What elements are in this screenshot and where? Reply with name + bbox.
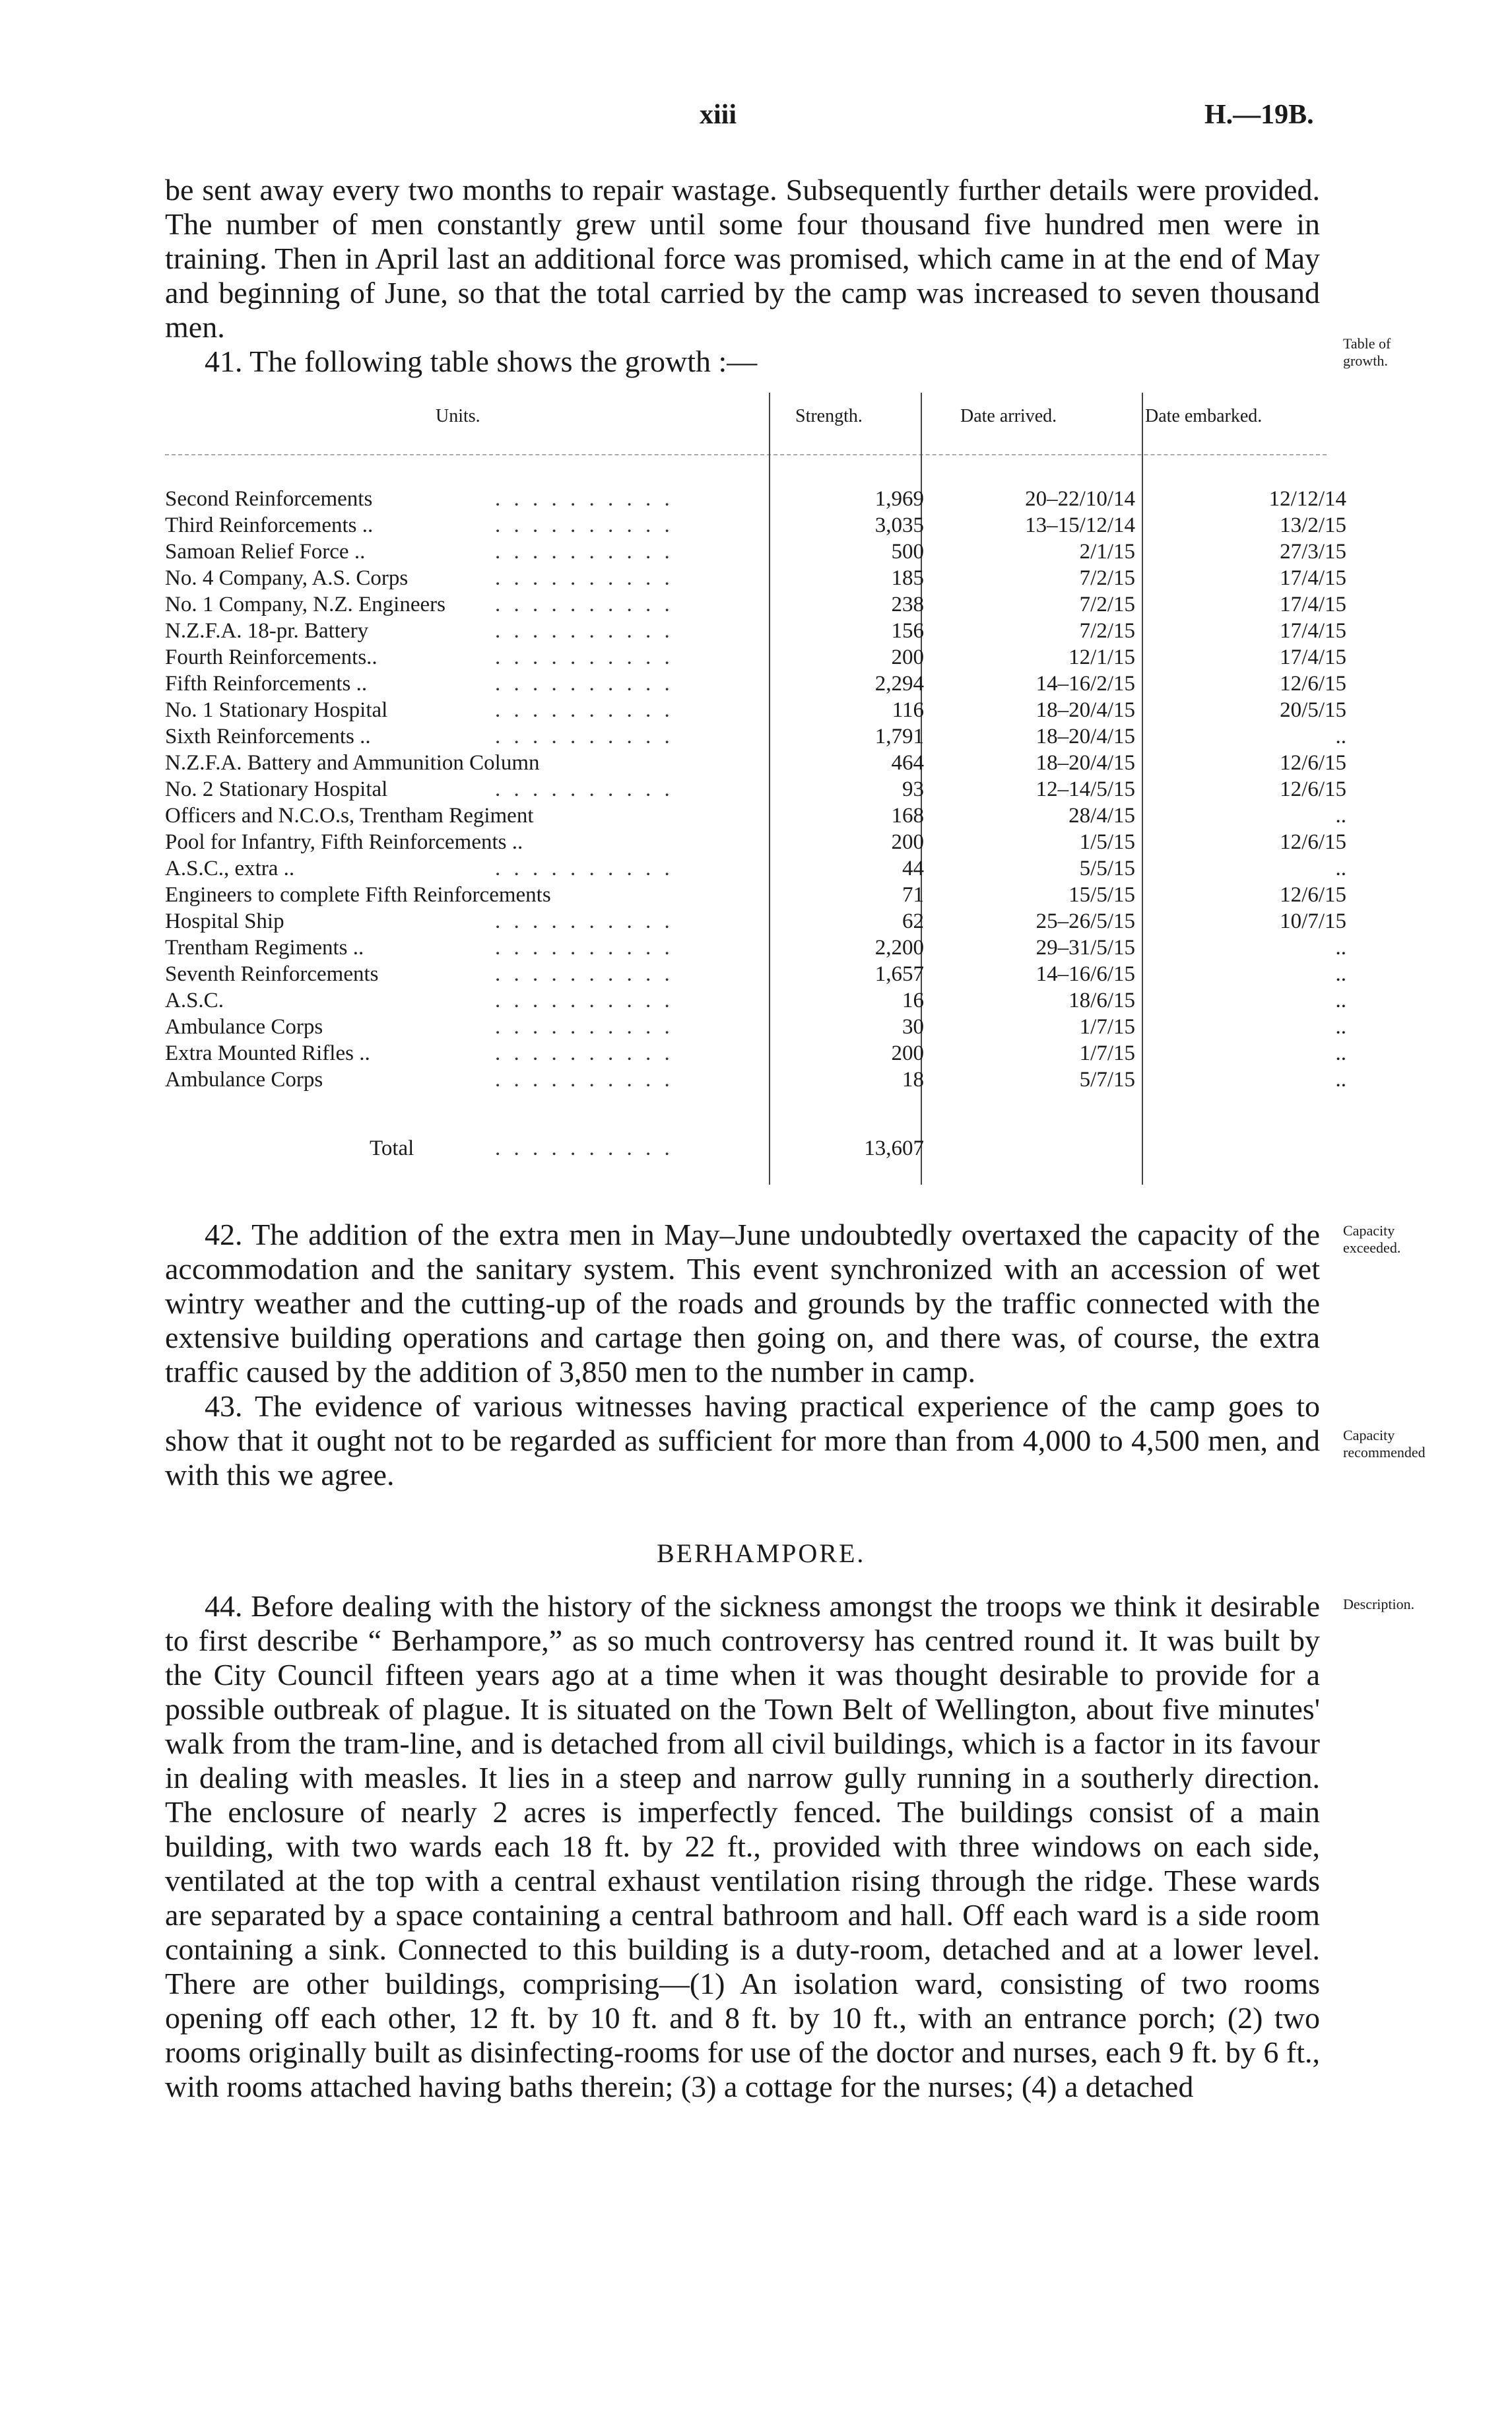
cell-unit: Ambulance Corps [165,1068,323,1092]
cell-leader: . . . . . . . . . . [495,725,674,748]
table-row [165,1041,1346,1068]
cell-unit: A.S.C., extra .. [165,857,295,880]
table-header-strength: Strength. [795,406,863,426]
cell-arrived: 15/5/15 [1068,883,1135,907]
cell-embarked: .. [1335,1015,1346,1039]
table-header-rule [165,454,1327,455]
cell-strength: 93 [902,777,924,801]
table-row [165,672,1346,698]
cell-unit: Sixth Reinforcements .. [165,725,371,748]
cell-embarked: .. [1335,725,1346,748]
cell-unit: Ambulance Corps [165,1015,323,1039]
margin-note-description: Description. [1343,1596,1415,1612]
margin-note-capacity-recommended: Capacity recommended [1343,1427,1426,1461]
table-row [165,962,1346,989]
cell-leader: . . . . . . . . . . [495,1041,674,1065]
paragraph-44-block [165,1589,1320,2104]
cell-strength: 156 [891,619,924,643]
cell-unit: Hospital Ship [165,909,284,933]
cell-leader: . . . . . . . . . . [495,672,674,696]
cell-leader: . . . . . . . . . . [495,619,674,643]
cell-arrived: 7/2/15 [1079,619,1135,643]
cell-unit: No. 1 Stationary Hospital [165,698,388,722]
cell-embarked: 13/2/15 [1280,513,1346,537]
cell-unit: Pool for Infantry, Fifth Reinforcements .. [165,830,523,854]
cell-arrived: 18–20/4/15 [1035,725,1135,748]
table-row [165,883,1346,909]
cell-strength: 168 [891,804,924,828]
cell-unit: Fourth Reinforcements.. [165,645,378,669]
cell-unit: Seventh Reinforcements [165,962,379,986]
table-row [165,830,1346,857]
cell-unit: Third Reinforcements .. [165,513,374,537]
cell-strength: 30 [902,1015,924,1039]
cell-strength: 1,969 [874,487,924,511]
table-row [165,804,1346,830]
paragraph-42-43 [165,1218,1320,1492]
cell-arrived: 1/7/15 [1079,1041,1135,1065]
cell-leader: . . . . . . . . . . [495,513,674,537]
cell-strength: 1,657 [874,962,924,986]
cell-arrived: 29–31/5/15 [1035,936,1135,960]
cell-strength: 1,791 [874,725,924,748]
cell-leader: . . . . . . . . . . [495,593,674,616]
cell-embarked: .. [1335,936,1346,960]
cell-arrived: 18/6/15 [1068,989,1135,1012]
cell-embarked: .. [1335,1068,1346,1092]
cell-strength: 62 [902,909,924,933]
cell-embarked: 12/6/15 [1280,751,1346,775]
cell-strength: 44 [902,857,924,880]
paragraph-top-text: be sent away every two months to repair wastage. Subsequently further details were provided. The number of men constantly grew until some four thousand five hundred men were in training. Then in April last an additional force was promised, which came in at the end of May and beginning of June, so that the total carried by the camp was increased to seven thousand men. [165,173,1320,344]
cell-arrived: 28/4/15 [1068,804,1135,828]
cell-embarked: .. [1335,962,1346,986]
cell-unit: Officers and N.C.O.s, Trentham Regiment [165,804,534,828]
cell-leader: . . . . . . . . . . [495,1136,674,1160]
table-row [165,989,1346,1015]
cell-embarked: .. [1335,804,1346,828]
paragraph-43: 43. The evidence of various witnesses having practical experience of the camp goes to show that it ought not to be regarded as sufficient for more than from 4,000 to 4,500 men, and with this we agree. [165,1389,1320,1492]
table-row [165,698,1346,725]
cell-embarked: 20/5/15 [1280,698,1346,722]
table-row [165,857,1346,883]
table-total-row [165,1136,1327,1163]
cell-unit: Extra Mounted Rifles .. [165,1041,370,1065]
table-header-units: Units. [436,406,480,426]
cell-leader: . . . . . . . . . . [495,1015,674,1039]
table-header-arrived: Date arrived. [960,406,1057,426]
table-row [165,513,1346,540]
table-row [165,645,1346,672]
cell-unit: Trentham Regiments .. [165,936,364,960]
cell-unit: Engineers to complete Fifth Reinforcements [165,883,551,907]
cell-arrived: 1/5/15 [1079,830,1135,854]
cell-arrived: 13–15/12/14 [1025,513,1135,537]
cell-leader: . . . . . . . . . . [495,698,674,722]
cell-arrived: 14–16/2/15 [1035,672,1135,696]
cell-embarked: 12/12/14 [1268,487,1346,511]
cell-arrived: 18–20/4/15 [1035,751,1135,775]
table-row [165,487,1346,513]
paragraph-42: 42. The addition of the extra men in May–June undoubtedly overtaxed the capacity of the accommodation and the sanitary system. This event synchronized with an accession of wet wintry weather and the cutting-up of the roads and grounds by the traffic connected with the extensive building operations and cartage then going on, and there was, of course, the extra traffic caused by the addition of 3,850 men to the number in camp. [165,1218,1320,1389]
cell-strength: 3,035 [874,513,924,537]
cell-arrived: 12–14/5/15 [1035,777,1135,801]
cell-arrived: 12/1/15 [1068,645,1135,669]
table-row [165,566,1346,593]
cell-embarked: 12/6/15 [1280,777,1346,801]
cell-embarked: 12/6/15 [1280,830,1346,854]
cell-strength: 238 [891,593,924,616]
cell-embarked: .. [1335,989,1346,1012]
cell-embarked: 17/4/15 [1280,619,1346,643]
cell-leader: . . . . . . . . . . [495,909,674,933]
cell-unit: No. 4 Company, A.S. Corps [165,566,409,590]
cell-embarked: 17/4/15 [1280,645,1346,669]
cell-embarked: 17/4/15 [1280,566,1346,590]
cell-arrived: 18–20/4/15 [1035,698,1135,722]
table-row [165,540,1346,566]
cell-unit: Samoan Relief Force .. [165,540,366,564]
cell-strength: 185 [891,566,924,590]
cell-leader: . . . . . . . . . . [495,645,674,669]
cell-leader: . . . . . . . . . . [495,1068,674,1092]
table-row [165,777,1346,804]
cell-unit: N.Z.F.A. Battery and Ammunition Column [165,751,540,775]
paragraph-44: 44. Before dealing with the history of the sickness amongst the troops we think it desirable to first describe “ Berhampore,” as so much controversy has centred round it. It was built by the City Council fifteen years ago at a time when it was thought desirable to provide for a possible outbreak of plague. It is situated on the Town Belt of Wellington, about five minutes' walk from the tram-line, and is detached from all civil buildings, which is a factor in its favour in dealing with measles. It lies in a steep and narrow gully running in a southerly direction. The enclosure of nearly 2 acres is imperfectly fenced. The buildings consist of a main building, with two wards each 18 ft. by 22 ft., provided with three windows on each side, ventilated at the top with a central exhaust ventilation rising through the ridge. These wards are separated by a space containing a central bathroom and hall. Off each ward is a side room containing a sink. Connected to this building is a duty-room, detached and at a lower level. There are other buildings, comprising—(1) An isolation ward, consisting of two rooms opening off each other, 12 ft. by 10 ft. and 8 ft. by 10 ft., with an entrance porch; (2) two rooms originally built as disinfecting-rooms for use of the doctor and nurses, each 9 ft. by 6 ft., with rooms attached having baths therein; (3) a cottage for the nurses; (4) a detached [165,1589,1320,2103]
cell-arrived: 7/2/15 [1079,593,1135,616]
table-row [165,619,1346,645]
table-row [165,751,1346,777]
cell-embarked: .. [1335,857,1346,880]
cell-strength: 2,200 [874,936,924,960]
cell-strength: 116 [892,698,924,722]
cell-strength: 18 [902,1068,924,1092]
cell-strength: 464 [891,751,924,775]
table-row [165,936,1346,962]
cell-strength: 71 [902,883,924,907]
section-heading: BERHAMPORE. [657,1538,866,1568]
cell-arrived: 20–22/10/14 [1025,487,1135,511]
total-value: 13,607 [864,1136,924,1160]
cell-unit: A.S.C. [165,989,224,1012]
cell-unit: N.Z.F.A. 18-pr. Battery [165,619,369,643]
paragraph-41: 41. The following table shows the growth :— [205,345,758,378]
cell-arrived: 14–16/6/15 [1035,962,1135,986]
cell-embarked: 10/7/15 [1280,909,1346,933]
cell-strength: 200 [891,645,924,669]
table-row [165,593,1346,619]
table-row [165,909,1346,936]
cell-leader: . . . . . . . . . . [495,962,674,986]
cell-leader: . . . . . . . . . . [495,487,674,511]
table-row [165,1015,1346,1041]
cell-leader: . . . . . . . . . . [495,857,674,880]
cell-strength: 200 [891,830,924,854]
total-label: Total [370,1136,414,1160]
paragraph-top [165,173,1320,379]
cell-embarked: 12/6/15 [1280,672,1346,696]
cell-strength: 200 [891,1041,924,1065]
cell-arrived: 2/1/15 [1079,540,1135,564]
cell-strength: 2,294 [874,672,924,696]
cell-arrived: 5/5/15 [1079,857,1135,880]
cell-leader: . . . . . . . . . . [495,540,674,564]
page-number: xiii [700,100,737,130]
cell-leader: . . . . . . . . . . [495,936,674,960]
margin-note-capacity-exceeded: Capacity exceeded. [1343,1222,1401,1256]
document-code: H.—19B. [1204,100,1314,130]
cell-leader: . . . . . . . . . . [495,566,674,590]
cell-embarked: 27/3/15 [1280,540,1346,564]
cell-arrived: 7/2/15 [1079,566,1135,590]
cell-leader: . . . . . . . . . . [495,989,674,1012]
cell-embarked: 12/6/15 [1280,883,1346,907]
cell-arrived: 5/7/15 [1079,1068,1135,1092]
margin-note-table: Table of growth. [1343,335,1391,369]
cell-unit: No. 2 Stationary Hospital [165,777,388,801]
table-header-embarked: Date embarked. [1145,406,1263,426]
cell-arrived: 25–26/5/15 [1035,909,1135,933]
cell-unit: Fifth Reinforcements .. [165,672,368,696]
table-row [165,1068,1346,1094]
cell-leader: . . . . . . . . . . [495,777,674,801]
cell-strength: 16 [902,989,924,1012]
cell-unit: Second Reinforcements [165,487,373,511]
cell-unit: No. 1 Company, N.Z. Engineers [165,593,445,616]
cell-embarked: .. [1335,1041,1346,1065]
cell-strength: 500 [891,540,924,564]
cell-arrived: 1/7/15 [1079,1015,1135,1039]
table-row [165,725,1346,751]
cell-embarked: 17/4/15 [1280,593,1346,616]
